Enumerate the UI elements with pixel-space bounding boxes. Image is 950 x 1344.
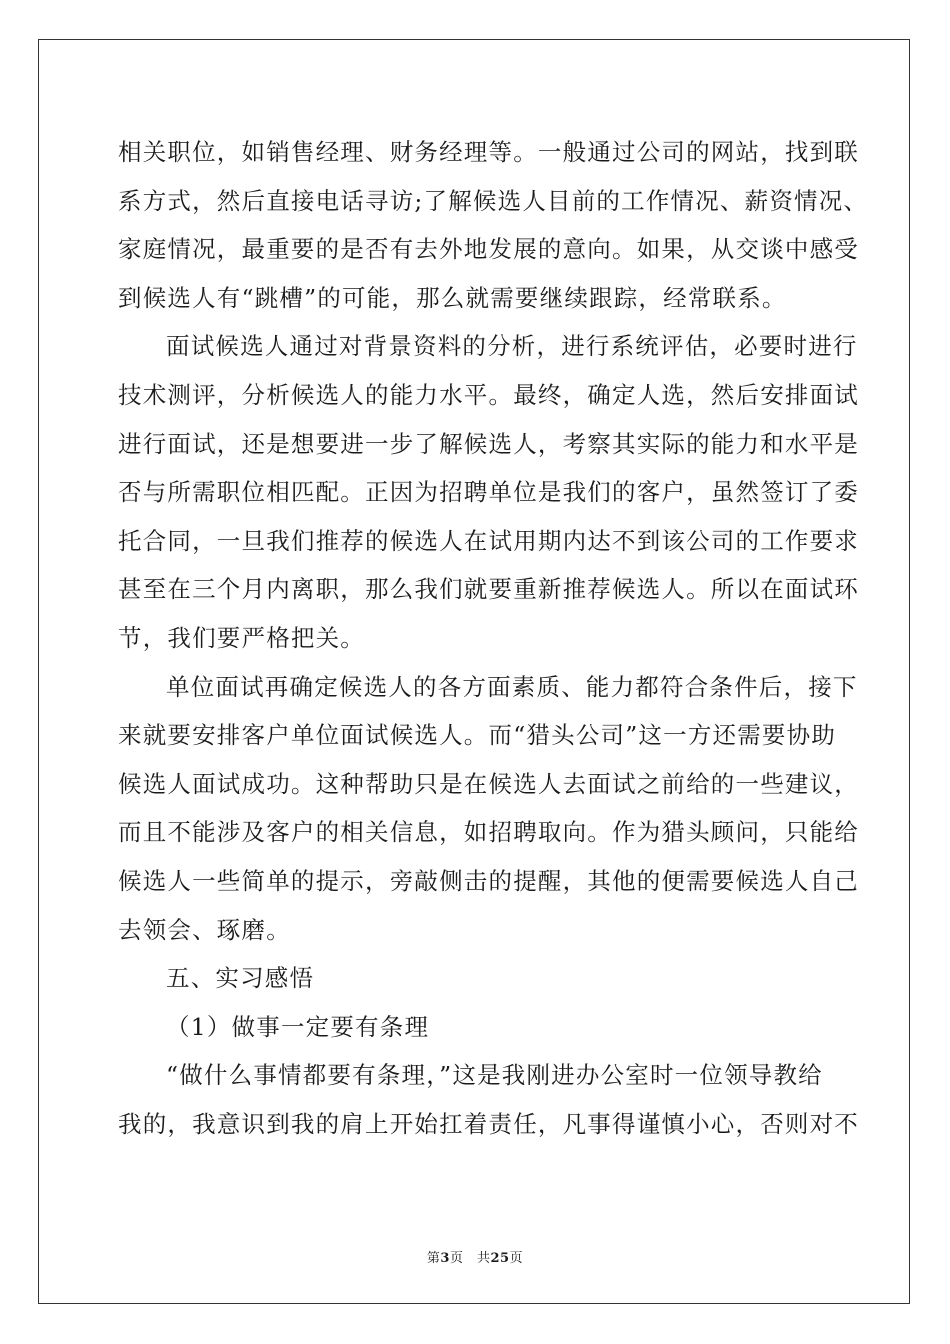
text-line: 托合同，一旦我们推荐的候选人在试用期内达不到该公司的工作要求 bbox=[118, 526, 859, 555]
text-line: 候选人一些简单的提示，旁敲侧击的提醒，其他的便需要候选人自己 bbox=[118, 866, 859, 895]
text-line: 节，我们要严格把关。 bbox=[118, 623, 365, 652]
text-line: 候选人面试成功。这种帮助只是在候选人去面试之前给的一些建议， bbox=[118, 769, 859, 798]
text-line: 系方式，然后直接电话寻访;了解候选人目前的工作情况、薪资情况、 bbox=[118, 186, 869, 215]
text-line: 甚至在三个月内离职，那么我们就要重新推荐候选人。所以在面试环 bbox=[118, 575, 859, 604]
paragraph-start-line: “做什么事情都要有条理，”这是我刚进办公室时一位领导教给 bbox=[166, 1061, 823, 1090]
text-line: 进行面试，还是想要进一步了解候选人，考察其实际的能力和水平是 bbox=[118, 429, 859, 458]
text-line: 而且不能涉及客户的相关信息，如招聘取向。作为猎头顾问，只能给 bbox=[118, 818, 859, 847]
current-page-number: 3 bbox=[440, 1251, 450, 1266]
page-footer bbox=[0, 1247, 950, 1266]
text-line: 技术测评，分析候选人的能力水平。最终，确定人选，然后安排面试 bbox=[118, 380, 859, 409]
footer-prefix: 第 bbox=[426, 1251, 441, 1266]
text-line: 相关职位，如销售经理、财务经理等。一般通过公司的网站，找到联 bbox=[118, 138, 859, 166]
total-page-count: 25 bbox=[490, 1251, 510, 1266]
section-heading: 五、实习感悟 bbox=[166, 964, 315, 993]
text-line: 否与所需职位相匹配。正因为招聘单位是我们的客户，虽然签订了委 bbox=[118, 478, 859, 507]
text-line: 来就要安排客户单位面试候选人。而“猎头公司”这一方还需要协助 bbox=[118, 721, 837, 750]
document-body bbox=[118, 128, 869, 1148]
subsection-heading: （1）做事一定要有条理 bbox=[166, 1012, 430, 1041]
footer-middle: 页 共 bbox=[449, 1251, 491, 1266]
footer-suffix: 页 bbox=[509, 1251, 524, 1266]
text-line: 到候选人有“跳槽”的可能，那么就需要继续跟踪，经常联系。 bbox=[118, 283, 787, 312]
paragraph-start-line: 面试候选人通过对背景资料的分析，进行系统评估，必要时进行 bbox=[166, 332, 858, 361]
text-line: 去领会、琢磨。 bbox=[118, 915, 291, 944]
text-line: 我的，我意识到我的肩上开始扛着责任，凡事得谨慎小心，否则对不 bbox=[118, 1109, 859, 1138]
text-line: 家庭情况，最重要的是否有去外地发展的意向。如果，从交谈中感受 bbox=[118, 235, 859, 264]
paragraph-start-line: 单位面试再确定候选人的各方面素质、能力都符合条件后，接下 bbox=[166, 672, 858, 701]
